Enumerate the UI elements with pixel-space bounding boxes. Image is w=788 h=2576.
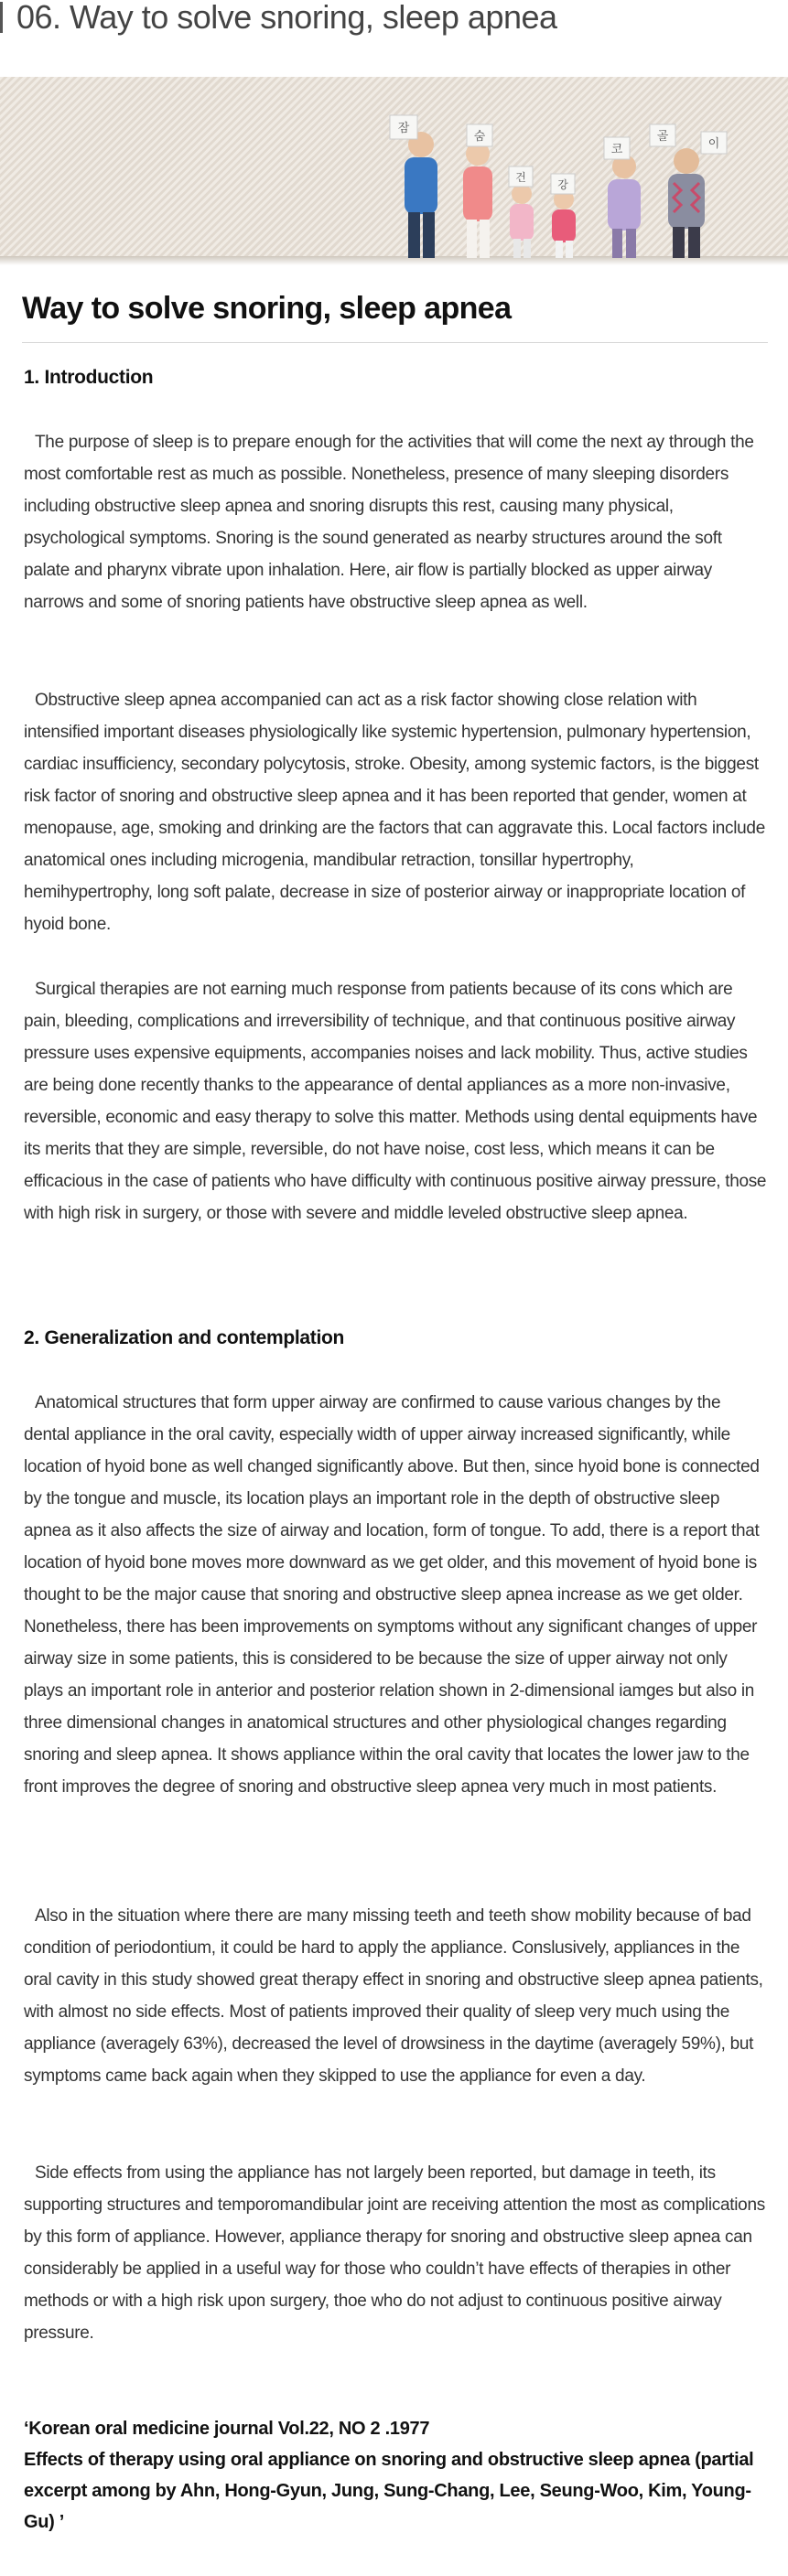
banner-sign-text: 잠 <box>397 122 410 135</box>
figure-child-1 <box>509 166 534 258</box>
reference-citation <box>24 2413 767 2538</box>
section-title-generalization: 2. Generalization and contemplation <box>24 1327 345 1348</box>
page-title: 06. Way to solve snoring, sleep apnea <box>16 0 557 36</box>
family-illustration <box>384 88 750 258</box>
paragraph: Also in the situation where there are many missing teeth and teeth show mobility because of bad condition of periodontium, it could be hard to apply the appliance. Conslusively, appliances in the oral cavity in this study showed great therapy effect in snoring and obstructive sleep apnea patients, with almost no side effects. Most of patients improved their quality of sleep very much using the appliance (averagely 63%), decreased the level of drowsiness in the daytime (averagely 59%), but symptoms came back again when they skipped to use the appliance for even a day. <box>24 1906 763 2086</box>
header-accent-bar <box>0 2 3 33</box>
paragraph: Anatomical structures that form upper airway are confirmed to cause various changes by the dental appliance in the oral cavity, especially width of upper airway increased significantly, while location of hyoid bone as well changed significantly above. But then, since hyoid bone is connected by the tongue and muscle, its location plays an important role in the depth of obstructive sleep apnea as it also affects the size of airway and location, form of tongue. To add, there is a report that location of hyoid bone moves more downward as we get older, and this movement of hyoid bone is thought to be the major cause that snoring and obstructive sleep apnea increase as we get older. Nonetheless, there has been improvements on symptoms without any significant changes of upper airway size in some patients, this is considered to be because the size of upper airway not only plays an important role in anterior and posterior relation shown in 2-dimensional iamges but also in three dimensional changes in anatomical structures and other physiological changes regarding snoring and sleep apnea. It shows appliance within the oral cavity that locates the lower jaw to the front improves the degree of snoring and obstructive sleep apnea very much in most patients. <box>24 1393 760 1797</box>
heading-divider <box>22 342 768 343</box>
paragraph: Obstructive sleep apnea accompanied can act as a risk factor showing close relation with intensified important diseases physiologically like systemic hypertension, pulmonary hypertension, cardiac insufficiency, secondary polycytosis, stroke. Obesity, among systemic factors, is the biggest risk factor of snoring and obstructive sleep apnea and it has been reported that gender, women at menopause, age, smoking and drinking are the factors that can aggravate this. Local factors include anatomical ones including microgenia, mandibular retraction, tonsillar hypertrophy, hemihypertrophy, long soft palate, decrease in size of posterior airway or inappropriate location of hyoid bone. <box>24 691 765 934</box>
banner-sign-text: 강 <box>557 178 568 191</box>
figure-child-2 <box>551 174 576 258</box>
banner-sign-text: 골 <box>656 130 669 144</box>
banner-sign-text: 이 <box>707 137 720 151</box>
page-header <box>0 0 788 40</box>
paragraph: Surgical therapies are not earning much response from patients because of its cons which are pain, bleeding, complications and irreversibility of technique, and that continuous positive airway pressure uses expensive equipments, accompanies noises and lack mobility. Thus, active studies are being done recently thanks to the appearance of dental appliances as a more non-invasive, reversible, economic and easy therapy to solve this matter. Methods using dental equipments have its merits that they are simple, reversible, do not have noise, cost less, which means it can be efficacious in the case of patients who have difficulty with continuous positive airway pressure, those with high risk in surgery, or those with severe and middle leveled obstructive sleep apnea. <box>24 980 767 1223</box>
banner-sign-text: 숨 <box>473 130 486 144</box>
article-heading: Way to solve snoring, sleep apnea <box>22 291 512 326</box>
figure-father <box>390 115 437 258</box>
paragraph: The purpose of sleep is to prepare enough for the activities that will come the next ay through the most comfortable rest as much as possible. Nonetheless, presence of many sleeping disorders including obstructive sleep apnea and snoring disrupts this rest, causing many physical, psychological symptoms. Snoring is the sound generated as nearby structures around the soft palate and pharynx vibrate upon inhalation. Here, air flow is partially blocked as upper airway narrows and some of snoring patients have obstructive sleep apnea as well. <box>24 433 754 612</box>
figure-grandfather <box>650 124 727 258</box>
figure-grandmother <box>604 137 641 258</box>
paragraph: Side effects from using the appliance has not largely been reported, but damage in teeth, its supporting structures and temporomandibular joint are receiving attention the most as complications by this form of appliance. However, appliance therapy for snoring and obstructive sleep apnea can considerably be applied in a useful way for those who couldn’t have effects of therapies in other methods or with a high risk upon surgery, thoe who do not adjust to continuous positive airway pressure. <box>24 2163 765 2343</box>
reference-title-authors: Effects of therapy using oral appliance on snoring and obstructive sleep apnea (partial excerpt among by Ahn, Hong-Gyun, Jung, Sung-Chang, Lee, Seung-Woo, Kim, Young-Gu) ’ <box>24 2450 754 2532</box>
banner-sign-text: 코 <box>610 143 623 156</box>
banner-sign-text: 건 <box>515 171 526 184</box>
reference-journal: ‘Korean oral medicine journal Vol.22, NO 2 .1977 <box>24 2419 430 2439</box>
section-title-introduction: 1. Introduction <box>24 367 154 388</box>
figure-mother <box>463 124 492 258</box>
